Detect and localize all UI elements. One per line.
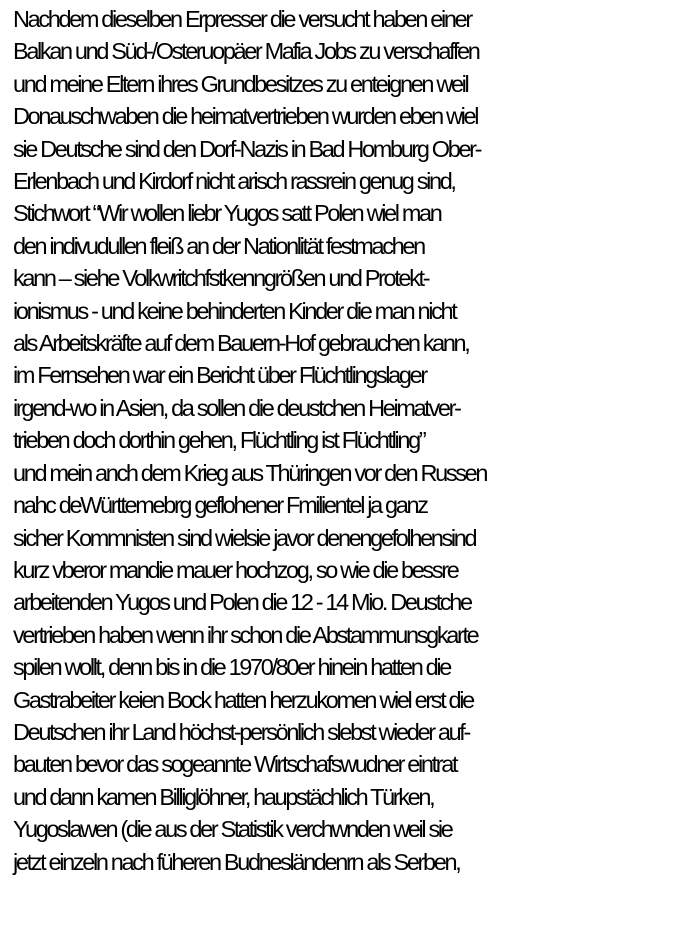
text-line: Nachdem dieselben Erpresser die versucht haben einer xyxy=(13,6,471,32)
text-line: Stichwort “Wir wollen liebr Yugos satt Polen wiel man xyxy=(13,200,441,227)
text-line: Balkan und Süd-/Osteruopäer Mafia Jobs zu verschaffen xyxy=(13,38,479,65)
text-line: kurz vberor mandie mauer hochzog, so wie die bessre xyxy=(13,556,458,583)
text-line: sicher Kommnisten sind wielsie javor denengefolhensind xyxy=(13,524,476,551)
text-line: sie Deutsche sind den Dorf-Nazis in Bad Homburg Ober- xyxy=(13,135,481,162)
text-line: trieben doch dorthin gehen, Flüchtling ist Flüchtling” xyxy=(13,427,425,454)
text-line: arbeitenden Yugos und Polen die 12 - 14 Mio. Deustche xyxy=(13,589,471,616)
text-line: und mein anch dem Krieg aus Thüringen vor den Russen xyxy=(13,459,487,486)
text-line: Donauschwaben die heimatvertrieben wurden eben wiel xyxy=(13,103,478,130)
text-line: den indivudullen fleiß an der Nationlität festmachen xyxy=(13,232,424,259)
text-line: spilen wollt, denn bis in die 1970/80er hinein hatten die xyxy=(13,654,450,681)
text-line: jetzt einzeln nach füheren Budnesländenrn als Serben, xyxy=(13,848,460,875)
text-line: nahc deWürttemebrg geflohener Fmilientel ja ganz xyxy=(13,492,427,519)
text-line: ionismus - und keine behinderten Kinder die man nicht xyxy=(13,297,456,324)
text-line: Erlenbach und Kirdorf nicht arisch rassrein genug sind, xyxy=(13,168,455,195)
text-line: Yugoslawen (die aus der Statistik verchwnden weil sie xyxy=(13,816,452,843)
text-line: vertrieben haben wenn ihr schon die Abstammunsgkarte xyxy=(13,621,478,648)
text-line: und dann kamen Billiglöhner, haupstächlich Türken, xyxy=(13,783,434,810)
text-line: im Fernsehen war ein Bericht über Flüchtlingslager xyxy=(13,362,426,389)
text-line: bauten bevor das sogeannte Wirtschafswudner eintrat xyxy=(13,751,457,778)
text-line: Gastrabeiter keien Bock hatten herzukomen wiel erst die xyxy=(13,686,473,713)
text-line: irgend-wo in Asien, da sollen die deustchen Heimatver- xyxy=(13,394,460,421)
text-line: Deutschen ihr Land höchst-persönlich slebst wieder auf- xyxy=(13,718,469,745)
text-line: kann – siehe Volkwritchfstkenngrößen und Protekt- xyxy=(13,265,429,292)
text-line: und meine Eltern ihres Grundbesitzes zu enteignen weil xyxy=(13,70,468,97)
text-line: als Arbeitskräfte auf dem Bauern-Hof gebrauchen kann, xyxy=(13,330,469,357)
